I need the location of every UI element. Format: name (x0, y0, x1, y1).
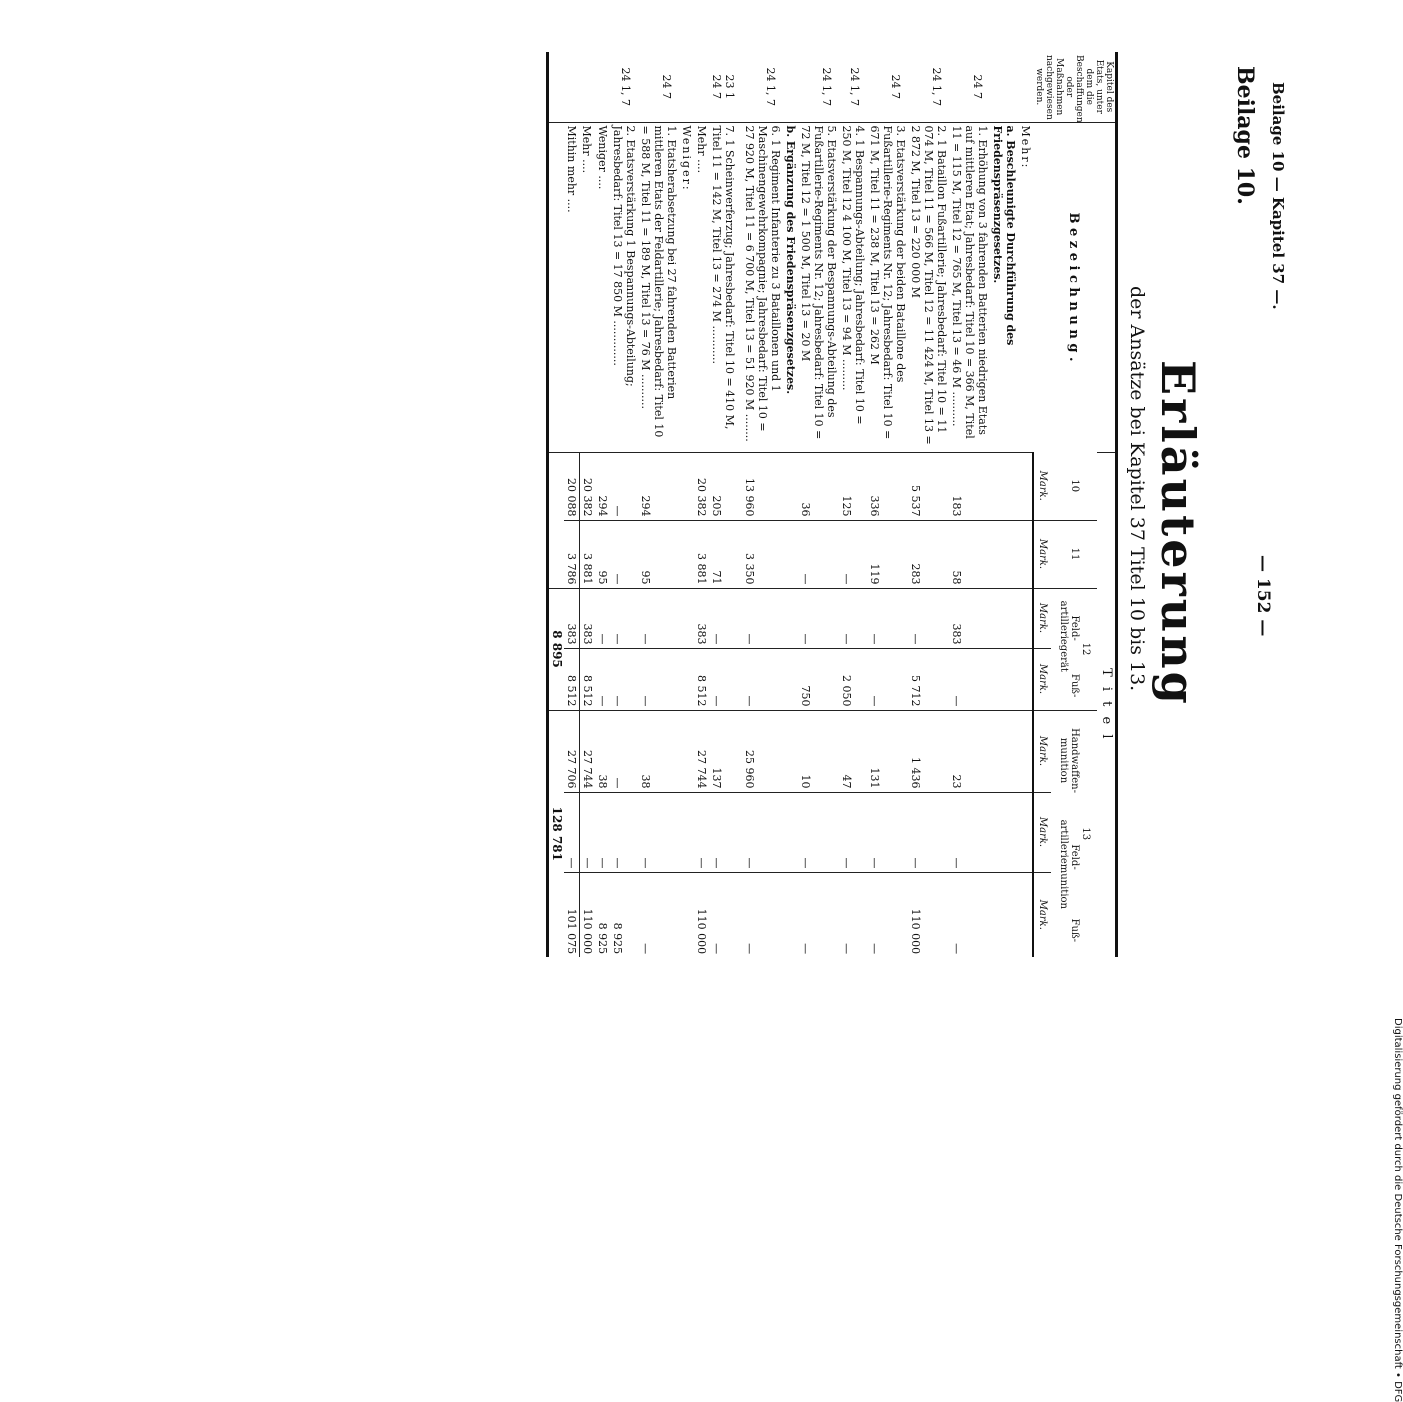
value-cell: 27 744 (694, 710, 709, 792)
value-cell: — (709, 648, 742, 710)
bezeichnung-cell: Mehr: (1018, 122, 1033, 452)
value-cell: — (742, 872, 783, 957)
unit-mark: Mark. (1033, 452, 1051, 520)
value-cell: — (867, 792, 908, 872)
unit-mark: Mark. (1033, 792, 1051, 872)
value-cell (679, 520, 694, 588)
value-cell: 20 382 (694, 452, 709, 520)
value-cell: — (867, 588, 908, 648)
value-cell: 294 (638, 452, 679, 520)
value-cell (990, 710, 1018, 792)
empty-cell (548, 52, 565, 122)
value-cell: — (742, 588, 783, 648)
weniger-sum-row (595, 52, 610, 957)
value-cell: 294 (595, 452, 610, 520)
value-cell: 125 (839, 452, 867, 520)
value-cell: 36 (798, 452, 839, 520)
value-cell: 27 706 (564, 710, 580, 792)
value-cell: — (709, 792, 742, 872)
value-cell: 383 (564, 588, 580, 648)
value-cell: 47 (839, 710, 867, 792)
page-subtitle: der Ansätze bei Kapitel 37 Titel 10 bis 13. (1126, 286, 1148, 692)
value-cell: — (839, 792, 867, 872)
table-row (638, 52, 679, 957)
value-cell: — (839, 588, 867, 648)
value-cell: — (694, 792, 709, 872)
table-row (798, 52, 839, 957)
table-body (548, 52, 1034, 957)
value-cell: — (638, 792, 679, 872)
value-cell (1018, 520, 1033, 588)
table-row (610, 52, 638, 957)
bezeichnung-cell: a. Beschleunigte Durchführung des Friedenspräsenzgesetzes. (990, 122, 1018, 452)
value-cell (990, 792, 1018, 872)
value-cell (679, 710, 694, 792)
value-cell: 23 (949, 710, 990, 792)
mehr-subtotal-row (694, 52, 709, 957)
bezeichnung-cell: 4. 1 Bespannungs-Abteilung; Jahresbedarf: Titel 10 = 250 M, Titel 12 4 100 M, Titel 13 = 94 M ......... (839, 122, 867, 452)
handwaffen-label: Handwaffen-munition (1057, 728, 1080, 793)
empty-cell (548, 122, 565, 452)
value-cell (990, 588, 1018, 648)
digitization-note: Digitalisierung gefördert durch die Deutsche Forschungsgemeinschaft • DFG (1392, 1018, 1403, 1402)
value-cell: — (908, 588, 949, 648)
kapitel-cell: 23 1 24 7 (710, 74, 736, 99)
value-cell (990, 452, 1018, 520)
value-cell (1018, 588, 1033, 648)
kapitel-cell (990, 52, 1018, 122)
value-cell: — (595, 648, 610, 710)
value-cell: — (564, 792, 580, 872)
value-cell: 3 350 (742, 520, 783, 588)
value-cell: 8 925 (610, 872, 638, 957)
fuss-label: Fuß- (1068, 673, 1080, 698)
value-cell (990, 872, 1018, 957)
value-cell: — (638, 648, 679, 710)
value-cell: 183 (949, 452, 990, 520)
value-cell: 8 925 (595, 872, 610, 957)
kapitel-cell: 24 1, 7 (764, 67, 777, 106)
value-cell (1018, 872, 1033, 957)
value-cell: 3 881 (580, 520, 596, 588)
table-row (908, 52, 949, 957)
titel-13-total: 128 781 (548, 710, 565, 957)
kapitel-cell: 24 1, 7 (619, 67, 632, 106)
kapitel-cell (679, 52, 694, 122)
value-cell (1018, 710, 1033, 792)
value-cell (1018, 452, 1033, 520)
kapitel-cell: 24 7 (971, 74, 984, 99)
explanation-table (546, 52, 1118, 957)
kapitel-cell (580, 52, 596, 122)
value-cell: — (742, 792, 783, 872)
value-cell: — (709, 872, 742, 957)
value-cell: 137 (709, 710, 742, 792)
titel-13-header (1051, 710, 1097, 957)
value-cell: — (595, 792, 610, 872)
titel-12-total: 8 895 (548, 588, 565, 710)
value-cell: — (610, 452, 638, 520)
unit-mark: Mark. (1033, 872, 1051, 957)
titel-13-number: 13 (1079, 827, 1091, 841)
value-cell: 383 (580, 588, 596, 648)
bezeichnung-cell: 2. Etatsverstärkung 1 Bespannungs-Abteilung; Jahresbedarf: Titel 13 = 17 850 M ............. (610, 122, 638, 452)
value-cell (1018, 648, 1033, 710)
value-cell: 383 (694, 588, 709, 648)
value-cell: — (638, 872, 679, 957)
value-cell: 20 382 (580, 452, 596, 520)
fuss2-label: Fuß- (1068, 918, 1080, 943)
value-cell: — (839, 520, 867, 588)
bezeichnung-header: B e z e i c h n u n g . (1033, 122, 1117, 452)
bezeichnung-cell: 2. 1 Bataillon Fußartillerie; Jahresbedarf: Titel 10 = 11 074 M, Titel 11 = 566 M, Titel 12 = 11 424 M, Titel 13 = 2 872 M, Titel 13 = 220 000 M (908, 122, 949, 452)
kapitel-cell: 24 1, 7 (848, 67, 861, 106)
titel-12-number: 12 (1079, 642, 1091, 656)
value-cell: 3 786 (564, 520, 580, 588)
value-cell: 8 512 (580, 648, 596, 710)
kapitel-cell: 24 1, 7 (820, 67, 833, 106)
value-cell: 13 960 (742, 452, 783, 520)
section-heading-row (1018, 52, 1033, 957)
bezeichnung-cell: 6. 1 Regiment Infanterie zu 3 Bataillonen und 1 Maschinengewehrkompagnie; Jahresbedarf: Titel 10 = 27 920 M, Titel 11 = 6 700 M, Titel 13 = 51 920 M ........ (742, 122, 783, 452)
value-cell: — (610, 710, 638, 792)
beilage-title: Beilage 10. (1232, 66, 1258, 205)
section-heading-row (990, 52, 1018, 957)
titel-11-header: 11 (1051, 520, 1097, 588)
value-cell: — (949, 648, 990, 710)
table-row (839, 52, 867, 957)
value-cell: 283 (908, 520, 949, 588)
bezeichnung-cell: Mithin mehr .... (564, 122, 580, 452)
value-cell: — (595, 588, 610, 648)
bezeichnung-cell: 1. Etatsherabsetzung bei 27 fahrenden Batterien mittleren Etats der Feldartillerie; Jahresbedarf: Titel 10 = 588 M, Titel 11 = 189 M, Titel 13 = 76 M .......... (638, 122, 679, 452)
value-cell: — (867, 872, 908, 957)
bezeichnung-cell: Weniger: (679, 122, 694, 452)
section-heading-row (783, 52, 798, 957)
mehr-sum-row (580, 52, 596, 957)
value-cell: 131 (867, 710, 908, 792)
bezeichnung-cell: 1. Erhöhung von 3 fahrenden Batterien niedrigen Etats auf mittleren Etat; Jahresbedarf: Titel 10 = 366 M, Titel 11 = 115 M, Titel 12 = 765 M, Titel 13 = 46 M .......... (949, 122, 990, 452)
value-cell (783, 872, 798, 957)
value-cell: 110 000 (694, 872, 709, 957)
bezeichnung-cell: 5. Etatsverstärkung der Bespannungs-Abteilung des Fußartillerie-Regiments Nr. 12; Jahresbedarf: Titel 10 = 72 M, Titel 12 = 1 500 M, Titel 13 = 20 M (798, 122, 839, 452)
bezeichnung-cell: Mehr .... (694, 122, 709, 452)
value-cell: 336 (867, 452, 908, 520)
bezeichnung-cell: 3. Etatsverstärkung der beiden Bataillone des Fußartillerie-Regiments Nr. 12; Jahresbedarf: Titel 10 = 671 M, Titel 11 = 238 M, Titel 13 = 262 M (867, 122, 908, 452)
running-head: Beilage 10 — Kapitel 37 —. (1269, 82, 1287, 310)
value-cell: 2 050 (839, 648, 867, 710)
value-cell: 95 (595, 520, 610, 588)
bezeichnung-cell: b. Ergänzung des Friedenspräsenzgesetzes. (783, 122, 798, 452)
table-row (742, 52, 783, 957)
feldart-geraet-label: Feld-artilleriegerät (1057, 600, 1080, 672)
value-cell: 71 (709, 520, 742, 588)
value-cell (679, 588, 694, 648)
value-cell: 119 (867, 520, 908, 588)
kapitel-cell (564, 52, 580, 122)
titel-12-header (1051, 588, 1097, 710)
unit-mark: Mark. (1033, 520, 1051, 588)
kapitel-cell: 24 7 (660, 74, 673, 99)
bezeichnung-cell: Mehr .... (580, 122, 596, 452)
value-cell: — (610, 648, 638, 710)
value-cell: 101 075 (564, 872, 580, 957)
weniger-heading-row (679, 52, 694, 957)
table-row (949, 52, 990, 957)
value-cell (783, 648, 798, 710)
empty-cell (548, 452, 565, 588)
value-cell: 5 712 (908, 648, 949, 710)
value-cell: 1 436 (908, 710, 949, 792)
value-cell: 27 744 (580, 710, 596, 792)
value-cell: 95 (638, 520, 679, 588)
value-cell: — (798, 792, 839, 872)
value-cell: 110 000 (908, 872, 949, 957)
value-cell: — (709, 588, 742, 648)
value-cell (679, 872, 694, 957)
titel-header: T i t e l (1097, 452, 1116, 957)
value-cell (990, 520, 1018, 588)
value-cell: — (949, 872, 990, 957)
bezeichnung-cell: 7. 1 Scheinwerferzug; Jahresbedarf: Titel 10 = 410 M, Titel 11 = 142 M, Titel 13 = 274 M ........... (709, 122, 742, 452)
value-cell: — (742, 648, 783, 710)
kapitel-cell (694, 52, 709, 122)
value-cell (679, 648, 694, 710)
feldart-munition-label: Feld-artilleriemunition (1057, 819, 1080, 909)
table-row (867, 52, 908, 957)
kapitel-cell (595, 52, 610, 122)
mithin-row (564, 52, 580, 957)
value-cell: 205 (709, 452, 742, 520)
value-cell (990, 648, 1018, 710)
value-cell: 10 (798, 710, 839, 792)
value-cell: 38 (595, 710, 610, 792)
value-cell (783, 792, 798, 872)
value-cell: — (580, 792, 596, 872)
value-cell (1018, 792, 1033, 872)
value-cell (679, 792, 694, 872)
titel-10-header: 10 (1068, 479, 1080, 493)
value-cell (783, 710, 798, 792)
unit-mark: Mark. (1033, 710, 1051, 792)
value-cell (679, 452, 694, 520)
value-cell: 8 512 (694, 648, 709, 710)
value-cell: 38 (638, 710, 679, 792)
value-cell: — (610, 792, 638, 872)
grand-total-row (548, 52, 565, 957)
value-cell: 750 (798, 648, 839, 710)
kapitel-cell (783, 52, 798, 122)
value-cell: — (908, 792, 949, 872)
value-cell (783, 520, 798, 588)
value-cell: 383 (949, 588, 990, 648)
value-cell (783, 588, 798, 648)
value-cell: — (610, 588, 638, 648)
page-title: Erläuterung (1151, 360, 1205, 707)
value-cell: 110 000 (580, 872, 596, 957)
table-row (709, 52, 742, 957)
value-cell: 58 (949, 520, 990, 588)
value-cell: — (798, 872, 839, 957)
value-cell (783, 452, 798, 520)
kapitel-header: Kapitel des Etats, unter dem die Beschaffungen oder Maßnahmen nachgewiesen werden. (1033, 52, 1117, 122)
value-cell: 3 881 (694, 520, 709, 588)
page-number: — 152 — (1253, 555, 1273, 637)
value-cell: — (798, 588, 839, 648)
value-cell: — (638, 588, 679, 648)
value-cell: — (839, 872, 867, 957)
value-cell: 20 088 (564, 452, 580, 520)
value-cell: — (610, 520, 638, 588)
value-cell: 5 537 (908, 452, 949, 520)
value-cell: — (949, 792, 990, 872)
value-cell: 25 960 (742, 710, 783, 792)
kapitel-cell: 24 7 (889, 74, 902, 99)
unit-mark: Mark. (1033, 648, 1051, 710)
value-cell: — (867, 648, 908, 710)
value-cell: 8 512 (564, 648, 580, 710)
value-cell: — (798, 520, 839, 588)
bezeichnung-cell: Weniger .... (595, 122, 610, 452)
kapitel-cell (1018, 52, 1033, 122)
unit-mark: Mark. (1033, 588, 1051, 648)
kapitel-cell: 24 1, 7 (930, 67, 943, 106)
